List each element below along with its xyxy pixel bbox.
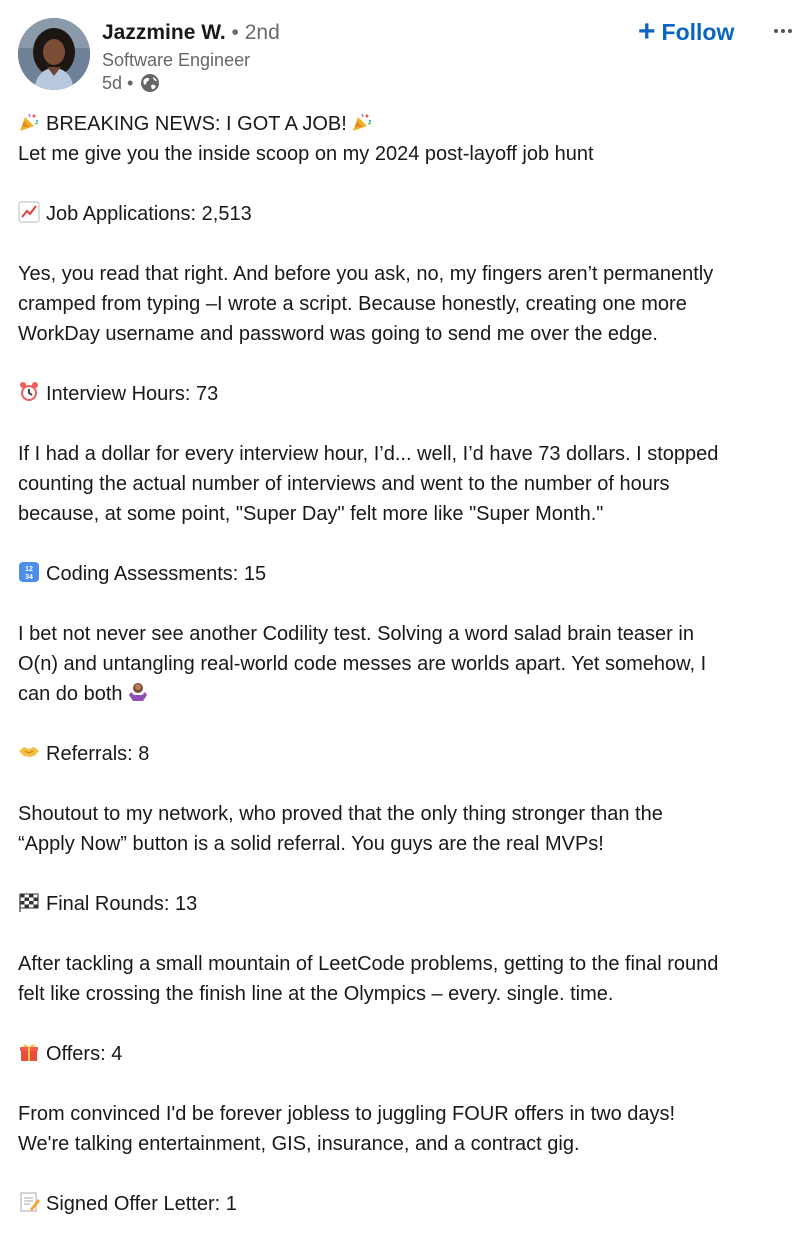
applications-stat: Job Applications: 2,513 [46,203,252,225]
post-headline-text: BREAKING NEWS: I GOT A JOB! [46,113,347,135]
globe-icon [139,72,161,94]
more-options-icon[interactable] [771,18,795,44]
referrals-text-line: Shoutout to my network, who proved that the only thing stronger than the [18,803,663,825]
offers-stat: Offers: 4 [46,1043,123,1065]
applications-stat-line [18,199,794,229]
final-rounds-text-line: After tackling a small mountain of LeetCode problems, getting to the final round [18,953,719,975]
handshake-icon [18,741,40,763]
chart-up-icon [18,201,40,223]
follow-label: Follow [661,18,735,45]
interview-text-line: because, at some point, "Super Day" felt more like "Super Month." [18,503,604,525]
shrug-icon [127,681,149,703]
offers-text-line: We're talking entertainment, GIS, insurance, and a contract gig. [18,1133,580,1155]
interview-stat: Interview Hours: 73 [46,383,219,405]
author-name-line [102,20,280,46]
avatar[interactable] [18,18,90,90]
offers-stat-line [18,1039,794,1069]
author-name[interactable]: Jazzmine W. [102,21,226,44]
coding-text-3: can do both [18,683,123,705]
post-meta [102,72,161,94]
offers-text-line: From convinced I'd be forever jobless to juggling FOUR offers in two days! [18,1103,676,1125]
party-popper-icon [18,111,40,133]
alarm-clock-icon [18,381,40,403]
gift-icon [18,1041,40,1063]
connection-degree: • 2nd [231,21,280,44]
final-rounds-stat: Final Rounds: 13 [46,893,198,915]
referrals-text-line: “Apply Now” button is a solid referral. You guys are the real MVPs! [18,833,604,855]
checkered-flag-icon [18,891,40,913]
final-rounds-stat-line [18,889,794,919]
post-intro: Let me give you the inside scoop on my 2024 post-layoff job hunt [18,143,594,165]
post-header [18,15,794,94]
interview-text-line: counting the actual number of interviews and went to the number of hours [18,473,670,495]
signed-offer-stat: Signed Offer Letter: 1 [46,1193,237,1215]
referrals-stat-line [18,739,794,769]
follow-button[interactable] [638,15,735,48]
post-time: 5d • [102,73,134,93]
interview-stat-line [18,379,794,409]
signed-offer-stat-line [18,1189,794,1219]
applications-text-line: WorkDay username and password was going to send me over the edge. [18,323,658,345]
coding-stat-line [18,559,794,589]
numbers-icon [18,561,40,583]
coding-text-line: I bet not never see another Codility test. Solving a word salad brain teaser in [18,623,694,645]
svg-text:34: 34 [25,574,33,581]
post-headline-line [18,109,794,139]
svg-text:12: 12 [25,566,33,573]
final-rounds-text-line: felt like crossing the finish line at the Olympics – every. single. time. [18,983,614,1005]
coding-text-line: O(n) and untangling real-world code messes are worlds apart. Yet somehow, I [18,653,707,675]
applications-text-line: Yes, you read that right. And before you ask, no, my fingers aren’t permanently [18,263,714,285]
plus-icon: + [638,15,656,48]
post-body [18,109,794,1219]
author-headline: Software Engineer [102,50,251,70]
coding-text-last-line [18,679,794,709]
interview-text-line: If I had a dollar for every interview hour, I’d... well, I’d have 73 dollars. I stopped [18,443,719,465]
party-popper-icon [351,111,373,133]
memo-icon [18,1191,40,1213]
coding-stat: Coding Assessments: 15 [46,563,267,585]
referrals-stat: Referrals: 8 [46,743,150,765]
applications-text-line: cramped from typing –I wrote a script. Because honestly, creating one more [18,293,687,315]
